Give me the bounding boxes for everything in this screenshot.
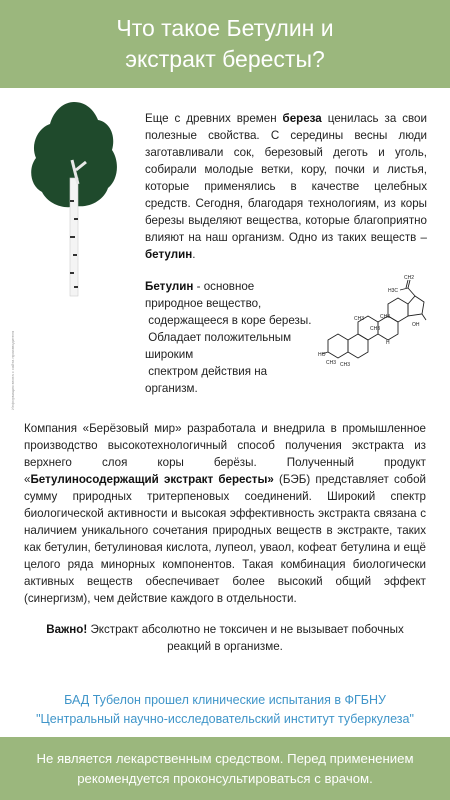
- clinical-line-2: "Центральный научно-исследовательский институт туберкулеза": [36, 712, 414, 726]
- betulin-line-7: организм.: [145, 382, 198, 395]
- disclaimer-text: Не является лекарственным средством. Перед применением рекомендуется проконсультироваться с врачом.: [36, 750, 414, 786]
- intro-text-3: .: [192, 248, 196, 261]
- intro-bold-betulin: бетулин: [145, 248, 193, 261]
- intro-bold-birch: береза: [282, 112, 322, 125]
- molecule-label-ch3-b: CH3: [354, 316, 365, 322]
- betulin-line-1-text: - основное: [193, 280, 255, 293]
- page-title: Что такое Бетулин и экстракт бересты?: [116, 15, 334, 72]
- footer-banner: [0, 737, 450, 800]
- clinical-trials-note: [0, 691, 450, 729]
- company-text-1: Компания «Берёзовый мир» разработала и внедрила в промышленное производство высокотехнологичный способ получения экстракта из верхнего слоя коры берёзы. Полученный продукт «: [24, 422, 426, 486]
- betulin-line-3: содержащееся в коре березы.: [145, 314, 312, 327]
- molecule-label-ch3-a: CH3: [380, 314, 391, 320]
- betulin-paragraph: [145, 278, 317, 397]
- betulin-line-6: спектром действия на: [145, 365, 268, 378]
- important-text: Экстракт абсолютно не токсичен и не вызывает побочных реакций в организме.: [87, 623, 404, 653]
- intro-paragraph: [145, 110, 427, 263]
- molecule-label-ch3-c: CH3: [370, 326, 381, 332]
- molecule-label-oh: OH: [412, 322, 420, 328]
- intro-text-2: ценилась за свои полезные свойства. С середины весны люди заготавливали сок, березовый деготь и уголь, собирали молодые ветки, кору, почки и листья, которые применялись в качестве целебных средств. Сегодня, благодаря технологиям, из коры березы выделяют вещества, которые благоприятно влияют на наш организм. Одно из таких веществ –: [145, 112, 427, 244]
- molecule-label-ho: HO: [318, 352, 326, 358]
- company-bold-product: Бетулиносодержащий экстракт бересты»: [30, 473, 274, 486]
- source-note: Информация взята с сайта производителя: [10, 330, 15, 410]
- molecule-label-ch3-e: CH3: [326, 360, 337, 366]
- betulin-molecule-diagram: [318, 274, 430, 366]
- molecule-label-h3c: H3C: [388, 288, 399, 294]
- header-banner: [0, 0, 450, 88]
- company-paragraph: [24, 420, 426, 607]
- birch-tree-illustration: [24, 100, 124, 300]
- betulin-line-1: [145, 278, 317, 295]
- betulin-line-4: Обладает положительным: [145, 331, 292, 344]
- important-note: [24, 621, 426, 655]
- intro-text-1: Еще с древних времен: [145, 112, 283, 125]
- betulin-bold: Бетулин: [145, 280, 194, 293]
- molecule-label-ch2: CH2: [404, 275, 415, 281]
- molecule-label-h: H: [386, 340, 390, 346]
- clinical-line-1: БАД Тубелон прошел клинические испытания в ФГБНУ: [64, 693, 386, 707]
- molecule-label-ch3-d: CH3: [340, 362, 351, 366]
- betulin-line-5: широким: [145, 348, 194, 361]
- betulin-line-2: природное вещество,: [145, 297, 262, 310]
- important-label: Важно!: [46, 623, 88, 636]
- company-text-2: (БЭБ) представляет собой сумму природных тритерпеновых соединений. Широкий спектр биологической активности и высокая эффективность экстракта связана с наличием уникального сочетания природных веществ в экстракте, таких как бетулин, бетулиновая кислота, лупеол, уваол, кофеат бетулина и ещё целого ряда минорных компонентов. Такая комбинация биологически активных веществ обеспечивает более высокий общий эффект (синергизм), чем действие каждого в отдельности.: [24, 473, 426, 605]
